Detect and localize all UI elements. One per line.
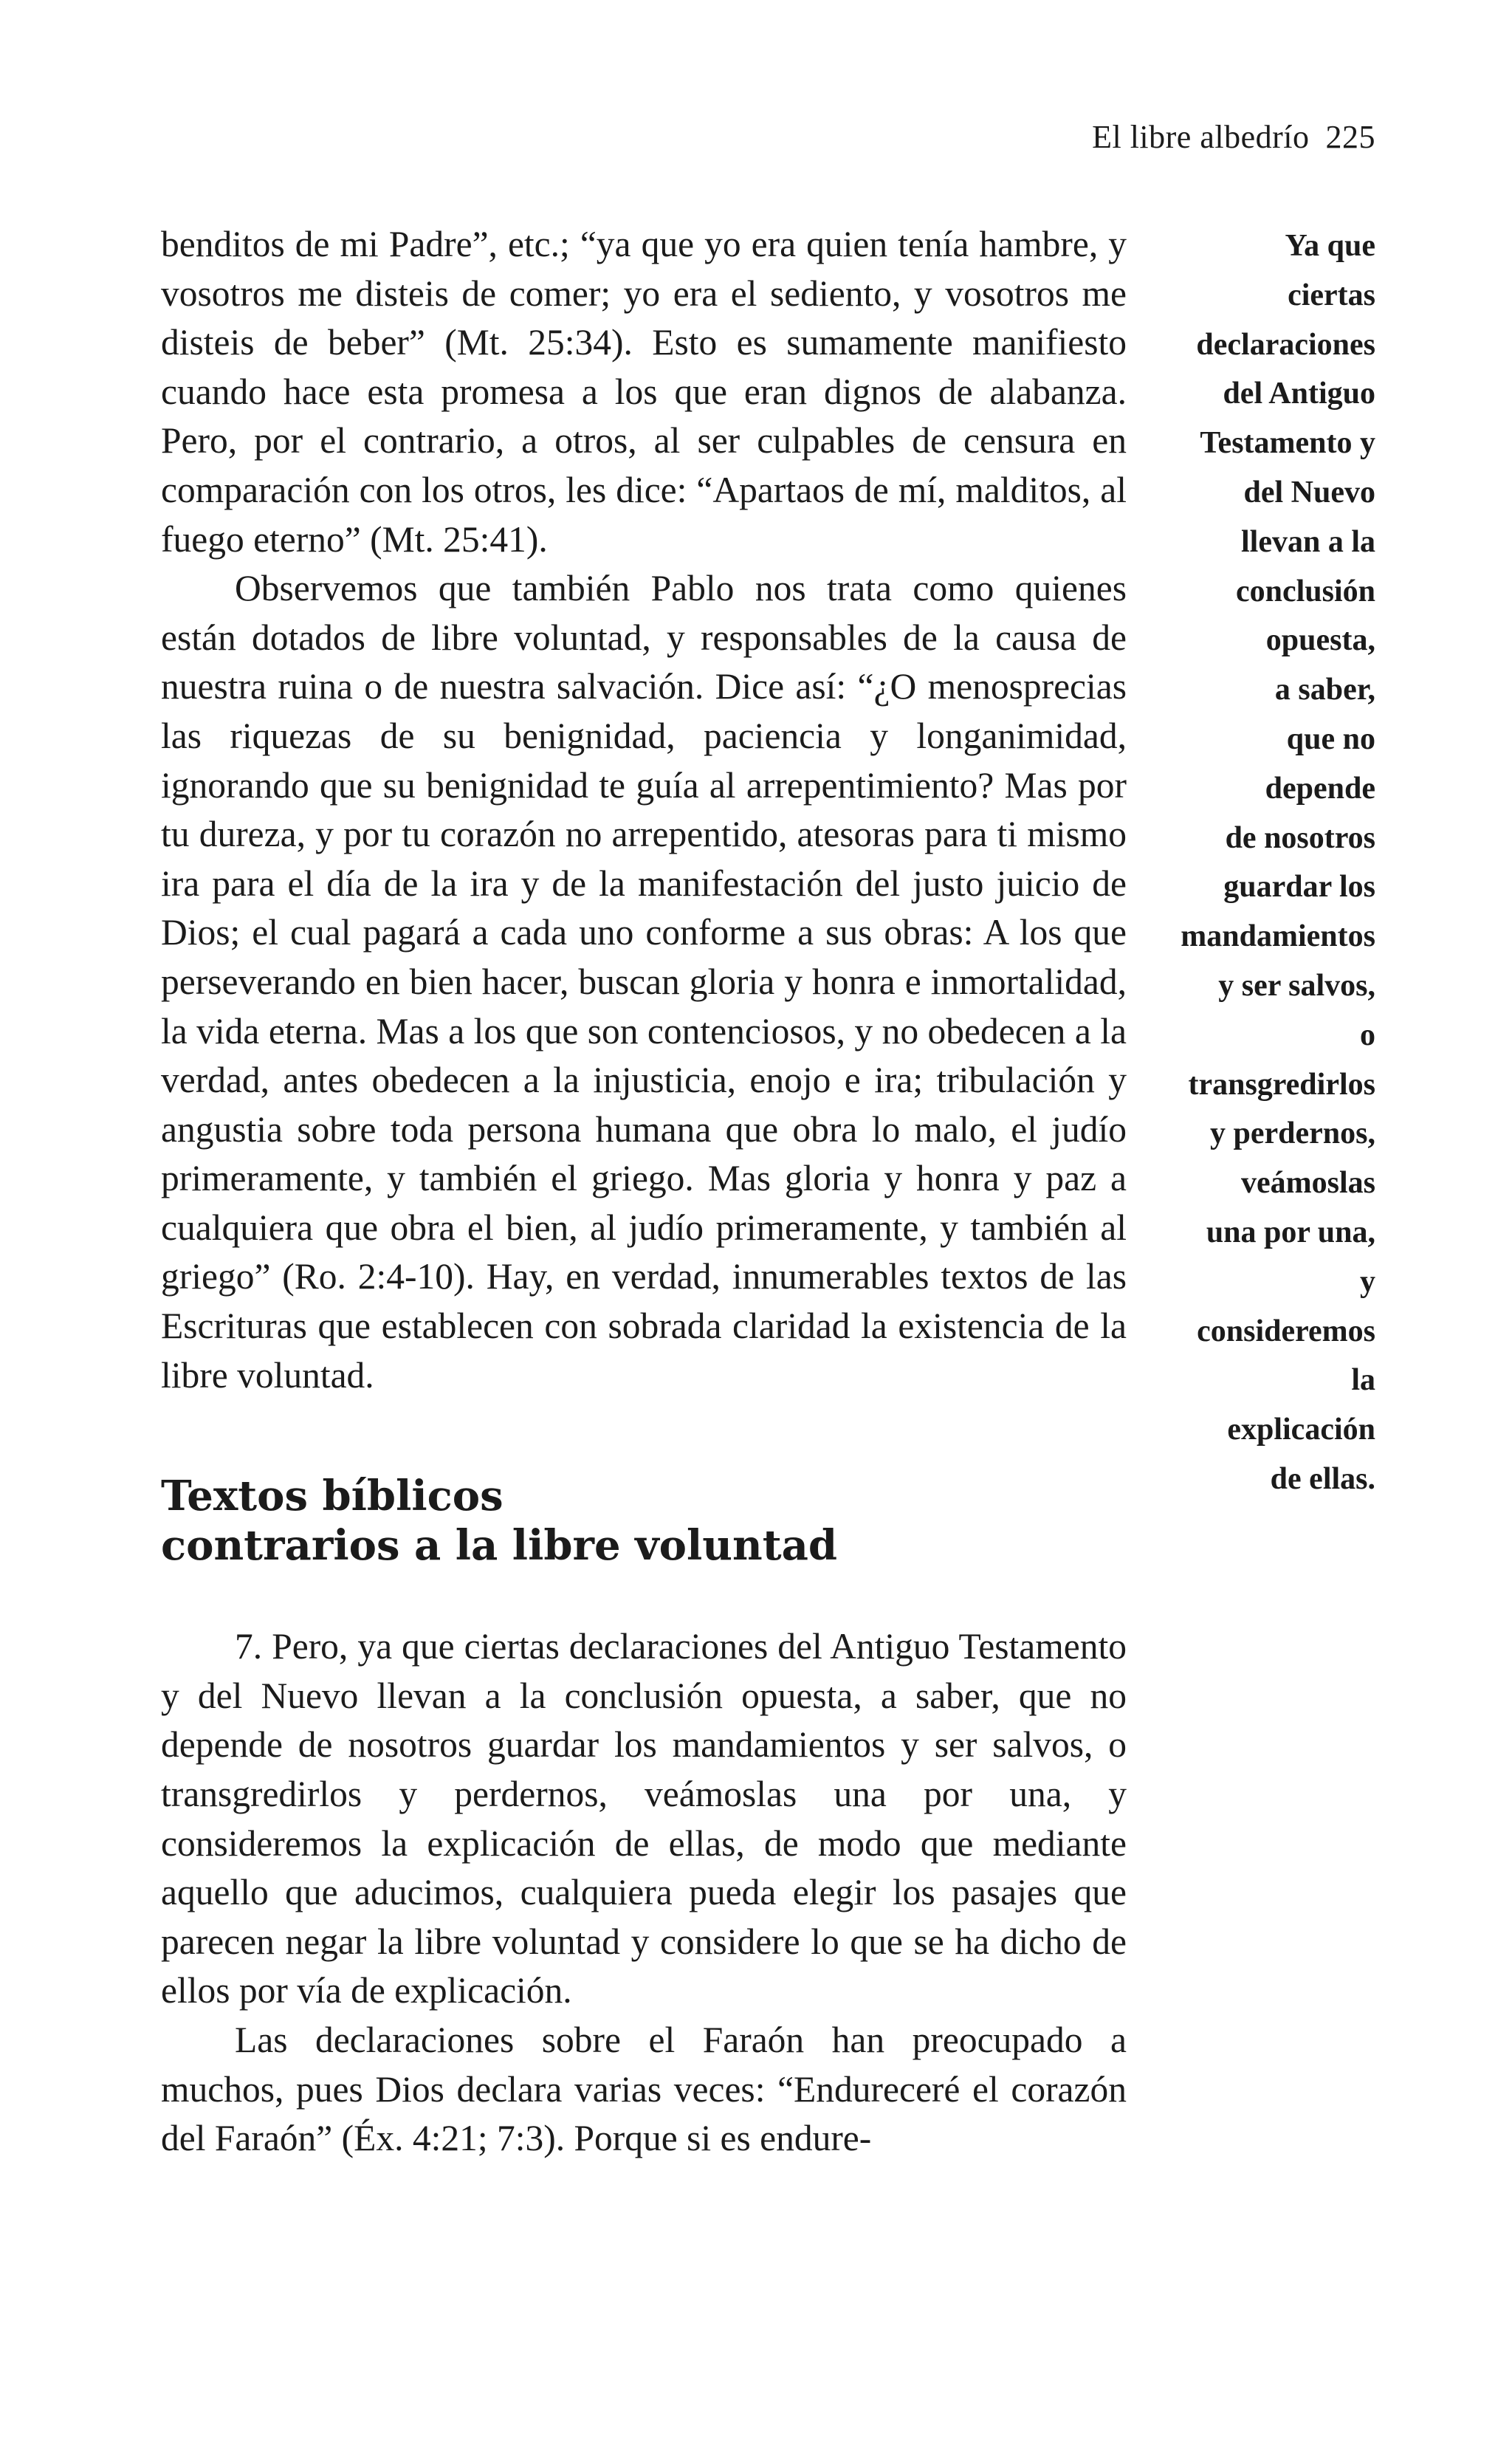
paragraph-3: 7. Pero, ya que ciertas declaraciones del Antiguo Testamento y del Nuevo llevan a la conclusión opuesta, a saber, que no depende de nosotros guardar los mandamientos y ser salvos, o transgredirlos y perdernos, veámoslas una por una, y consideremos la explicación de ellas, de modo que mediante aquello que aducimos, cualquiera pueda elegir los pasajes que parecen negar la libre voluntad y considere lo que se ha dicho de ellos por vía de explicación.	[161, 1626, 1127, 2011]
section-heading-line-1: Textos bíblicos	[161, 1472, 504, 1521]
margin-note-line: explicación	[1227, 1413, 1375, 1447]
margin-note-line: opuesta,	[1265, 623, 1375, 658]
margin-note-line: consideremos	[1197, 1314, 1375, 1348]
running-title: El libre albedrío	[1092, 119, 1310, 155]
margin-note-line: transgredirlos	[1188, 1067, 1375, 1102]
margin-note	[1141, 222, 1375, 1504]
margin-note-line: y perdernos,	[1210, 1116, 1375, 1151]
section-heading-line-2: contrarios a la libre voluntad	[161, 1521, 838, 1571]
page-number: 225	[1325, 119, 1375, 155]
margin-note-line: de nosotros	[1225, 820, 1375, 855]
paragraph-4: Las declaraciones sobre el Faraón han preocupado a muchos, pues Dios declara varias veces: “Endureceré el corazón del Faraón” (Éx. 4:21; 7:3). Porque si es endure-	[161, 2020, 1127, 2159]
margin-note-line: Ya que	[1285, 229, 1375, 263]
margin-note-line: de ellas.	[1270, 1461, 1375, 1496]
margin-note-line: ciertas	[1288, 278, 1375, 312]
margin-note-line: conclusión	[1235, 574, 1375, 608]
margin-note-line: declaraciones	[1196, 327, 1375, 362]
margin-note-line: del Nuevo	[1243, 475, 1375, 510]
margin-note-line: y	[1360, 1264, 1375, 1299]
margin-note-line: depende	[1265, 771, 1375, 806]
margin-note-line: guardar los	[1223, 870, 1375, 905]
margin-note-line: mandamientos	[1181, 919, 1375, 954]
margin-note-line: y ser salvos,	[1218, 968, 1375, 1003]
paragraph-1: benditos de mi Padre”, etc.; “ya que yo era quien tenía hambre, y vosotros me disteis de comer; yo era el sediento, y vosotros me disteis de beber” (Mt. 25:34). Esto es sumamente manifiesto cuando hace esta promesa a los que eran dignos de alabanza. Pero, por el contrario, a otros, al ser culpables de censura en comparación con los otros, les dice: “Apartaos de mí, malditos, al fuego eterno” (Mt. 25:41).	[161, 224, 1127, 560]
margin-note-line: una por una,	[1206, 1215, 1375, 1249]
margin-note-line: que no	[1286, 721, 1375, 756]
margin-note-line: veámoslas	[1241, 1166, 1375, 1201]
paragraph-2: Observemos que también Pablo nos trata como quienes están dotados de libre voluntad, y responsables de la causa de nuestra ruina o de nuestra salvación. Dice así: “¿O menosprecias las riquezas de su benignidad, paciencia y longanimidad, ignorando que su benignidad te guía al arrepentimiento? Mas por tu dureza, y por tu corazón no arrepentido, atesoras para ti mismo ira para el día de la ira y de la manifestación del justo juicio de Dios; el cual pagará a cada uno conforme a sus obras: A los que perseverando en bien hacer, buscan gloria y honra e inmortalidad, la vida eterna. Mas a los que son contenciosos, y no obedecen a la verdad, antes obedecen a la injusticia, enojo e ira; tribulación y angustia sobre toda persona humana que obra lo malo, el judío primeramente, y también el griego. Mas gloria y honra y paz a cualquiera que obra el bien, al judío primeramente, y también al griego” (Ro. 2:4-10). Hay, en verdad, innumerables textos de las Escrituras que establecen con sobrada claridad la existencia de la libre voluntad.	[161, 568, 1127, 1396]
margin-note-line: llevan a la	[1240, 524, 1375, 559]
margin-note-line: del Antiguo	[1223, 377, 1375, 411]
running-header	[1092, 118, 1375, 156]
margin-note-line: Testamento y	[1200, 426, 1375, 461]
margin-note-line: o	[1360, 1018, 1375, 1052]
margin-note-line: a saber,	[1274, 673, 1375, 707]
section-heading	[161, 1472, 1127, 1571]
main-text-column	[161, 220, 1127, 2164]
margin-note-line: la	[1351, 1363, 1375, 1398]
